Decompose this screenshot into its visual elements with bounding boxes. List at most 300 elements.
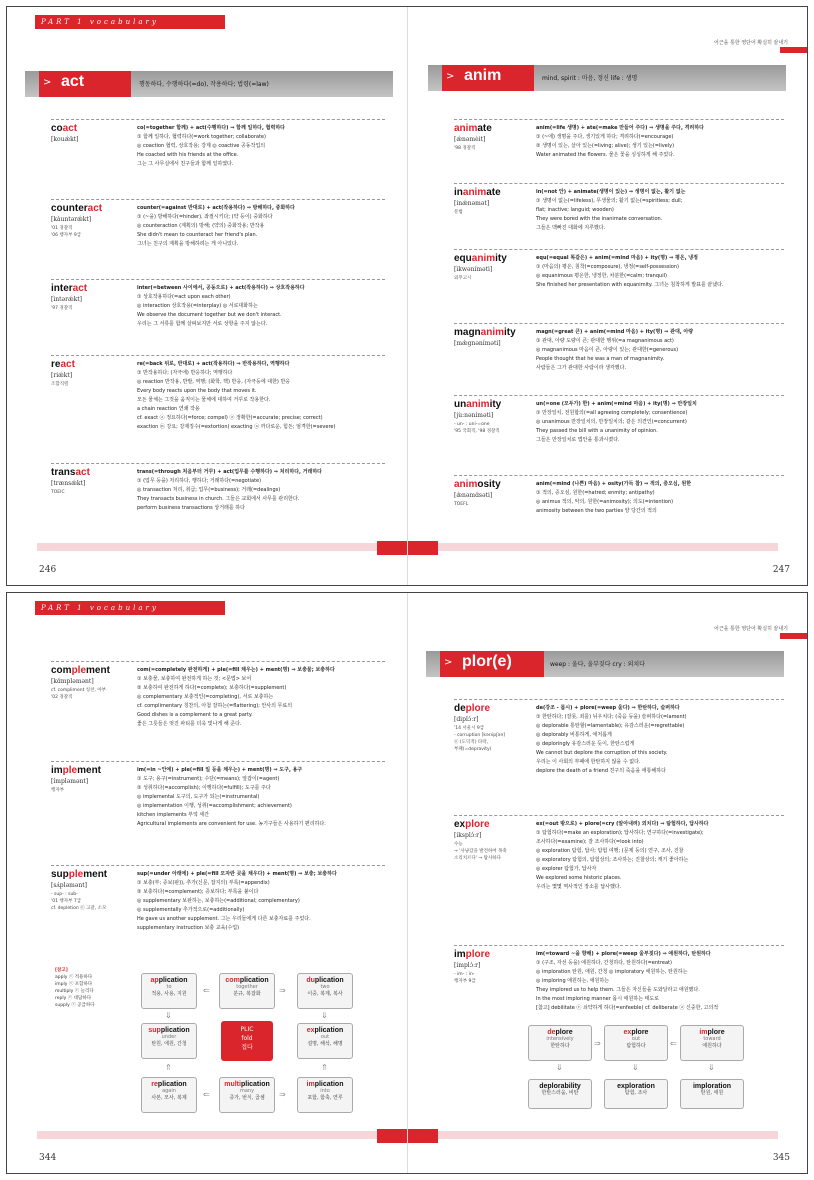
page-band (438, 1131, 778, 1139)
headword-suffix: ment (86, 665, 110, 676)
box-root: plication (314, 1027, 344, 1034)
definition-line: de(강조 - 몹시) + plore(=weep 울다) ⇒ 한탄하다, 슬퍼하다 (536, 705, 680, 711)
headword-prefix: de (454, 703, 466, 714)
headword-root: plore (465, 703, 491, 714)
headword (454, 703, 532, 714)
box-meaning: 포함, 함축, 연루 (307, 1095, 343, 1101)
entry-separator (51, 279, 385, 280)
arrow-icon: ⇒ (279, 986, 286, 995)
definition-line: They transacts business in church. 그들은 교회에서 사무를 관리한다. (137, 496, 300, 502)
running-head: 어근을 통한 영단어 확실히 끝내기 (714, 626, 788, 632)
headword-suffix: ity (489, 399, 502, 410)
definition-line: ① 만장일치, 전원합의(=all agreeing completely; consentience) (536, 410, 688, 416)
headword-root: anim (454, 123, 478, 134)
box-word: deplorability (539, 1083, 581, 1090)
definition-line: kitchen implements 부엌 세간 (137, 812, 210, 818)
definition-line: They were bored with the inanimate conversation. (536, 216, 663, 222)
arrow-icon: > (444, 657, 453, 668)
definition-line: ◎ implemental 도구의, 도구가 되는(=instrumental) (137, 794, 260, 800)
box-prefix: im (699, 1029, 708, 1036)
page-block (377, 1129, 407, 1143)
box-root: plore (631, 1029, 649, 1036)
definition-line: ① (마음의) 평온, 침착(=composure), 냉정(=self-possession) (536, 264, 679, 270)
headword-root: anim (462, 187, 487, 198)
definition-line: re(=back 뒤로, 반대로) + act(작용하다) ⇒ 반작용하다, 역행하다 (137, 361, 290, 367)
entry-head (51, 869, 133, 912)
definition-line: perform business transactions 상거래를 하다 (137, 505, 245, 511)
headword (454, 327, 532, 338)
pronunciation: [kàuntərǽkt] (51, 216, 92, 223)
entry-separator (454, 699, 784, 700)
entry-head (454, 327, 532, 347)
definition-line: ◎ counteraction (계획의) 방해; (약의) 중화작용; 반작용 (137, 223, 265, 229)
headword-suffix: ate (477, 123, 492, 134)
definition-line: ◎ exploratory 탐험의, 탐험상의; 조사하는; 진찰상의; 캐기 좋아하는 (536, 857, 689, 863)
headword-prefix: magn (454, 327, 481, 338)
headword (51, 283, 133, 294)
definition-line: ◎ coaction 협력, 상호작용; 강제 ◎ coactive 공동작업의 (137, 143, 266, 149)
headword-prefix: in (454, 187, 463, 198)
box-meaning: 분규, 복잡화 (233, 991, 261, 997)
box-prefix: ap (150, 977, 159, 984)
definition-line: They implored us to help them. 그들은 자신들을 도와달라고 애원했다. (536, 987, 700, 993)
entry-definition (536, 188, 784, 233)
box-word (298, 1027, 352, 1034)
diagram-box-deplore (528, 1025, 592, 1061)
entry-definition (137, 360, 385, 432)
definition-line: 그는 그 사무실에서 친구들과 함께 일하였다. (137, 161, 234, 167)
definition-line: ◎ deploringly 유감스러운 듯이, 한탄스럽게 (536, 741, 635, 747)
entry-head (454, 253, 532, 282)
box-root: plore (555, 1029, 573, 1036)
box-prefix: re (151, 1081, 158, 1088)
diagram-box-multiplication (219, 1077, 275, 1113)
definition-line: 사람들은 그가 관대한 사람이라 생각했다. (536, 365, 627, 371)
diagram-box-explication (297, 1023, 353, 1059)
definition-line: a chain reaction 연쇄 작용 (137, 406, 200, 412)
definition-line: ① (~에) 생명을 주다, 생기있게 하다; 격려하다(=encourage) (536, 134, 674, 140)
entry-definition (137, 124, 385, 169)
diagram-box-implication (297, 1077, 353, 1113)
headword (454, 399, 532, 410)
definition-line: 우리는 몇몇 역사적인 장소를 답사했다. (536, 884, 622, 890)
page-band (438, 543, 778, 551)
entry-separator (51, 865, 385, 866)
arrow-icon: ⇒ (594, 1039, 601, 1048)
pronunciation: [diplɔ́ːr] (454, 716, 479, 723)
pronunciation: [ìkwənímәti] (454, 266, 493, 273)
box-word: imploration (692, 1083, 732, 1090)
page-number: 247 (772, 565, 790, 575)
definition-line: ① 함께 일하다, 협력하다(=work together; collaborate) (137, 134, 266, 140)
definition-line: 그녀는 친구의 계획을 방해하려는 게 아니었다. (137, 241, 239, 247)
box-word (605, 1029, 667, 1036)
box-prefix: im (306, 1081, 315, 1088)
definition-line: He gave us another supplement. 그는 우리들에게 다른 보충자료를 주었다. (137, 916, 311, 922)
definition-line: com(=completely 완전하게) + ple(=fill 채우는) + ment(명) ⇒ 보충물; 보충하다 (137, 667, 335, 673)
headword-root: ple (68, 869, 84, 880)
headword-root: plore (465, 949, 491, 960)
box-meaning: 한탄스러움, 비탄 (541, 1090, 579, 1096)
definition-line: un(=one (모두가) 한) + anim(=mind 마음) + ity(명) ⇒ 만장일치 (536, 401, 697, 407)
entry-head (454, 703, 532, 753)
box-root: plication (240, 1081, 270, 1088)
headword (454, 949, 532, 960)
definition-line: anim(=life 생명) + ate(=make 만들어 주다) ⇒ 생명을 주다, 격려하다 (536, 125, 704, 131)
definition-line: inter(=between 사이에서, 공동으로) + act(작용하다) ⇒ 상호작용하다 (137, 285, 305, 291)
diagram-center (221, 1021, 273, 1061)
box-meaning: 이중, 복제, 복사 (307, 991, 343, 997)
entry-definition (137, 766, 385, 829)
box-word (681, 1029, 743, 1036)
box-meaning: 애원하다 (702, 1043, 722, 1049)
box-root: plication (239, 977, 269, 984)
entry-head (51, 283, 133, 312)
pronunciation: [kouǽkt] (51, 136, 79, 143)
entry-separator (51, 119, 385, 120)
page-band (37, 543, 377, 551)
root-banner (25, 71, 393, 97)
headword-root: anim (466, 399, 490, 410)
definition-line: ◎ supplementally 추가적으로(=additionally) (137, 907, 245, 913)
page-block (377, 541, 407, 555)
definition-line: co(=together 함께) + act(수행하다) ⇒ 함께 일하다, 협력하다 (137, 125, 285, 131)
pronunciation: [æ̀nəmɑ́səti] (454, 492, 493, 499)
arrow-icon: > (43, 77, 52, 88)
definition-line: ◎ complementary 보충적인(=completing), 서로 보충하는 (137, 694, 274, 700)
running-head: 어근을 통한 영단어 확실히 끝내기 (714, 40, 788, 46)
part-header: PART 1 vocabulary (35, 601, 225, 615)
part-header: PART 1 vocabulary (35, 15, 225, 29)
definition-line: ◎ equanimous 평온한, 냉정한, 차분한(=calm; tranquil) (536, 273, 667, 279)
definition-line: ① 탐험하다(=make an exploration); 답사하다; 연구하다(=investigate); (536, 830, 704, 836)
definition-line: ◎ exploration 탐험, 답사; 탐험 여행; (문제 등의) 연구, 조사, 진찰 (536, 848, 684, 854)
definition-line: ① 보충(부; 증보(판)), 추가(신문, 잡지의) 부록(=appendix) (137, 880, 270, 886)
entry-head (51, 765, 133, 794)
definition-line: ① (구조, 자선 등을) 애원하다, 간청하다, 탄원하다(=entreat) (536, 960, 672, 966)
diagram-box-replication (141, 1077, 197, 1113)
definition-line: exaction ⓝ 강요; 강제징수(=extortion) exacting ⓐ 까다로운, 힘든; 엄격한(=severe) (137, 424, 336, 430)
diagram-box-explore (604, 1025, 668, 1061)
entry-note: cf. compliment 칭찬, 아부 '02 경찰직 (51, 688, 107, 700)
headword (454, 123, 532, 134)
entry-separator (454, 323, 784, 324)
arrow-icon: ⇐ (203, 986, 210, 995)
diagram-box-deplorability (528, 1079, 592, 1109)
definition-line: People thought that he was a man of magnanimity. (536, 356, 665, 362)
definition-line: ◎ magnanimous 마음이 큰, 아량이 있는; 관대한(=generous) (536, 347, 679, 353)
box-gloss: many (239, 1088, 255, 1094)
definition-line: ② 생명이 있는, 살아 있는(=living; alive); 생기 있는(=lively) (536, 143, 675, 149)
box-word (142, 977, 196, 984)
definition-line: deplore the death of a friend 친구의 죽음을 애통해하다 (536, 768, 666, 774)
root-banner (426, 651, 784, 677)
root-word: anim (464, 67, 502, 84)
entry-separator (454, 475, 784, 476)
box-meaning: 사본, 모사, 복제 (151, 1095, 187, 1101)
headword (454, 187, 532, 198)
entry-note: '97 경찰직 (51, 306, 73, 311)
box-meaning: 한탄하다 (550, 1043, 570, 1049)
headword-prefix: counter (51, 203, 88, 214)
definition-line: 좋은 그릇들은 멋진 파티를 더욱 빛나게 해 준다. (137, 721, 242, 727)
entry-note: 문법 (454, 210, 463, 215)
entry-head (51, 123, 133, 143)
pronunciation: [jù:nənímәti] (454, 412, 494, 419)
definition-line: ① 보충물, 보충하여 완전하게 하는 것; <문법> 보어 (137, 676, 252, 682)
headword (51, 665, 133, 676)
headword (454, 479, 532, 490)
definition-line: 우리는 이 사회의 부패에 한탄하지 않을 수 없다. (536, 759, 641, 765)
entry-head (51, 467, 133, 496)
headword-prefix: re (51, 359, 61, 370)
entry-head (454, 187, 532, 216)
box-meaning: 탐험하다 (626, 1043, 646, 1049)
headword-prefix: im (51, 765, 63, 776)
definition-line: ◎ interaction 상호작용(=interplay) ◎ 서로대화하는 (137, 303, 258, 309)
entry-separator (454, 395, 784, 396)
arrow-icon: ⇐ (203, 1090, 210, 1099)
box-word (220, 1081, 274, 1088)
definition-line: ① 상호작용하다(=act upon each other) (137, 294, 231, 300)
box-root: plication (157, 1081, 187, 1088)
definition-line: ① (업무 등을) 처리하다, 행하다; 거래하다(=negotiate) (137, 478, 262, 484)
headword-prefix: ex (454, 819, 466, 830)
definition-line: supplementary instruction 보충 교육(수업) (137, 925, 240, 931)
center-line: fold (241, 1035, 253, 1042)
arrow-icon: ⇓ (556, 1063, 563, 1072)
headword-suffix: ity (495, 253, 507, 264)
box-gloss: two (320, 984, 330, 990)
entry-definition (536, 328, 784, 373)
definition-line: ① 생명이 없는(=lifeless), 무생물의; 활기 없는(=spiritless; dull; (536, 198, 683, 204)
arrow-icon: ⇑ (321, 1063, 328, 1072)
pronunciation: [mæ̀gnənímәti] (454, 340, 501, 347)
entry-note: 행자부 (51, 788, 65, 793)
box-prefix: multi (224, 1081, 241, 1088)
entry-head (454, 949, 532, 985)
arrow-icon: ⇐ (670, 1039, 677, 1048)
page-246 (7, 7, 407, 585)
definition-line: Every body reacts upon the body that moves it. (137, 388, 257, 394)
definition-line: im(=in ~안에) + ple(=fill 일 등을 채우는) + ment(명) ⇒ 도구, 용구 (137, 767, 303, 773)
definition-line: Water animated the flowers. 물은 꽃을 싱싱하게 해 주었다. (536, 152, 675, 158)
headword-suffix: ity (504, 327, 516, 338)
entry-definition (137, 870, 385, 933)
page-number: 345 (772, 1153, 790, 1163)
pronunciation: [ímpləmənt] (51, 778, 89, 785)
entry-definition (137, 468, 385, 513)
page-344 (7, 593, 407, 1173)
headword (51, 869, 133, 880)
headword (454, 819, 532, 830)
entry-note: 조합직렬 (51, 382, 69, 387)
headword-prefix: im (454, 949, 466, 960)
definition-line: Good dishes is a complement to a great party. (137, 712, 253, 718)
diagram-box-duplication (297, 973, 353, 1009)
box-gloss: to (166, 984, 172, 990)
box-gloss: toward (703, 1036, 721, 1042)
definition-line: She finished her presentation with equanimity. 그녀는 침착하게 발표를 끝냈다. (536, 282, 724, 288)
headword-suffix: ment (77, 765, 102, 776)
headword-root: act (87, 203, 103, 214)
page-number: 344 (39, 1153, 57, 1163)
box-root: plication (158, 977, 188, 984)
headword (51, 123, 133, 134)
headword-prefix: trans (51, 467, 76, 478)
definition-line: ◎ deplorable 통탄할(=lamentable); 유감스러운(=regrettable) (536, 723, 685, 729)
box-gloss: under (161, 1034, 177, 1040)
entry-separator (454, 945, 784, 946)
definition-line: ◎ supplementary 보완하는, 보충하는(=additional; complementary) (137, 898, 300, 904)
definition-line: equ(=equal 똑같은) + anim(=mind 마음) + ity(명) ⇒ 평온, 냉정 (536, 255, 698, 261)
arrow-icon: ⇒ (279, 1090, 286, 1099)
headword-prefix: equ (454, 253, 472, 264)
arrow-icon: > (446, 71, 455, 82)
entry-separator (454, 183, 784, 184)
headword-root: act (62, 123, 78, 134)
entry-note: 외무고시 (454, 276, 472, 281)
headword-suffix: ment (83, 869, 108, 880)
root-meaning: weep : 울다, 울부짖다 cry : 외치다 (550, 661, 645, 668)
entry-separator (51, 355, 385, 356)
entry-definition (536, 950, 784, 1013)
entry-separator (51, 661, 385, 662)
headword-root: act (75, 467, 90, 478)
box-prefix: com (225, 977, 240, 984)
entry-head (51, 359, 133, 388)
root-meaning: mind, spirit : 마음, 정신 life : 생명 (542, 75, 638, 82)
arrow-icon: ⇓ (165, 1011, 172, 1020)
definition-line: 모든 물체는 그것을 움직이는 물체에 대하여 거꾸로 작용한다. (137, 397, 271, 403)
box-word (142, 1081, 196, 1088)
box-meaning: 증가, 번식, 곱셈 (229, 1095, 265, 1101)
page-block (408, 1129, 438, 1143)
entry-note: - im- : in- 행자부 9급 (454, 972, 476, 984)
box-prefix: de (547, 1029, 556, 1036)
page-247 (408, 7, 808, 585)
headword-root: ple (62, 765, 78, 776)
definition-line: We explored some historic places. (536, 875, 622, 881)
definition-line: 우리는 그 서류를 함께 살펴보지만 서로 상항을 주지 않는다. (137, 321, 268, 327)
box-word (298, 977, 352, 984)
definition-line: cf. complimentary 칭찬의, 아첨 잘하는(=flattering); 안사의 무료의 (137, 703, 293, 709)
entry-note: '01 경찰직 '06 행자부 9급 (51, 226, 82, 238)
definition-line: She didn't mean to counteract her friend's plan. (137, 232, 258, 238)
diagram-box-imploration (680, 1079, 744, 1109)
headword-prefix: un (454, 399, 467, 410)
root-word: plor(e) (462, 653, 512, 670)
diagram-box-complication (219, 973, 275, 1009)
box-gloss: out (320, 1034, 330, 1040)
headword-prefix: inter (51, 283, 73, 294)
definition-line: ② 성취하다(=accomplish); 이행하다(=fulfill); 도구를 주다 (137, 785, 271, 791)
box-prefix: ex (623, 1029, 632, 1036)
pronunciation: [kɑ́mpləmənt] (51, 678, 94, 685)
box-word (298, 1081, 352, 1088)
entry-separator (51, 463, 385, 464)
root-word: act (61, 73, 85, 90)
entry-definition (536, 254, 784, 290)
entry-note: - un- : uni-=one '95 국회직, '98 경찰직 (454, 422, 500, 434)
headword-prefix: com (51, 665, 72, 676)
entry-definition (536, 704, 784, 776)
pronunciation: [ìntərǽkt] (51, 296, 82, 303)
page-block (408, 541, 438, 555)
definition-line: ② 보충하다(=complement); 증보하다; 부록을 붙이다 (137, 889, 259, 895)
headword-root: anim (480, 327, 505, 338)
box-word (142, 1027, 196, 1034)
entry-definition (137, 204, 385, 249)
box-root: plication (160, 1027, 190, 1034)
definition-line: in(=not 안) + animate(생명이 있는) ⇒ 생명이 없는, 활기 없는 (536, 189, 686, 195)
entry-definition (137, 666, 385, 729)
definition-line: 조사하다(=examine); 잘 조사하다(=look into) (536, 839, 644, 845)
headword-root: act (60, 359, 75, 370)
entry-separator (51, 761, 385, 762)
entry-separator (454, 249, 784, 250)
box-meaning: 적용, 사용, 지원 (151, 991, 187, 997)
headword (51, 467, 133, 478)
entry-separator (454, 119, 784, 120)
definition-line: ex(=out 밖으로) + plore(=cry (알아내려) 외치다) ⇒ 탐험하다, 답사하다 (536, 821, 709, 827)
definition-line: magn(=great 큰) + anim(=mind 마음) + ity(명) ⇒ 관대, 아량 (536, 329, 694, 335)
entry-definition (536, 400, 784, 445)
definition-line: ◎ explorer 탐험가, 답사자 (536, 866, 597, 872)
entry-note: TOEFL (454, 502, 469, 507)
entry-head (454, 123, 532, 152)
headword-root: anim (454, 479, 478, 490)
headword-root: ple (71, 665, 87, 676)
box-gloss: into (320, 1088, 330, 1094)
entry-note: '14 서울시 9급 - corruption [kərʌ́pʃən] ⓝ (도덕적) 타락, 부패(=depravity) (454, 726, 506, 752)
box-gloss: out (631, 1036, 641, 1042)
related-list: [참고] apply ⓥ 적용하다 imply ⓥ 포함하다 multiply ⓥ 늘리다 reply ⓥ 대답하다 supply ⓥ 공급하다 (55, 968, 95, 1008)
box-word: exploration (617, 1083, 655, 1090)
diagram-box-exploration (604, 1079, 668, 1109)
pronunciation: [inǽnəmət] (454, 200, 490, 207)
headword-suffix: ate (486, 187, 501, 198)
page-345 (408, 593, 808, 1173)
arrow-icon: ⇓ (632, 1063, 639, 1072)
box-meaning: 탐험, 조사 (624, 1090, 648, 1096)
spread-bottom (6, 592, 808, 1174)
definition-line: ◎ implementation 이행, 성취(=accomplishment; achievement) (137, 803, 292, 809)
definition-line: ② 보충하여 완전하게 하다(=complete); 보충하다(=supplement) (137, 685, 287, 691)
definition-line: ◎ transaction 처리, 취급; 업무(=business); 거래(=dealings) (137, 487, 281, 493)
headword-prefix: co (51, 123, 63, 134)
definition-line: flat; inactive; languid; wooden) (536, 207, 614, 213)
headword (454, 253, 532, 264)
definition-line: In the most imploring manner 몹시 애원하는 태도로 (536, 996, 660, 1002)
definition-line: anim(=mind (나쁜) 마음) + osity(가득 참) ⇒ 적의, 증오심, 원한 (536, 481, 692, 487)
definition-line: counter(=against 반대로) + act(작용하다) ⇒ 방해하다, 중화하다 (137, 205, 295, 211)
headword (51, 765, 133, 776)
definition-line: We observe the document together but we don't interact. (137, 312, 282, 318)
box-gloss: again (162, 1088, 176, 1094)
headword-prefix: sup (51, 869, 69, 880)
definition-line: ◎ deplorably 비통하게, 애처롭게 (536, 732, 612, 738)
definition-line: 그들은 만장일치로 법안을 통과시켰다. (536, 437, 620, 443)
definition-line: ① 한탄하다; (잘못, 죄를) 뉘우치다; (죽음 등을) 슬퍼하다(=lament) (536, 714, 687, 720)
entry-note: - sup- : sub- '01 행자부 7급 cf. depletion ⓝ 고갈, 소모 (51, 892, 107, 911)
definition-line: animosity between the two parties 양 당간의 적의 (536, 508, 657, 514)
page-band (37, 1131, 377, 1139)
box-root: plication (314, 1081, 344, 1088)
headword (51, 203, 133, 214)
definition-line: trans(=through 처음부터 거꾸) + act(업무를 수행하다) ⇒ 처리하다, 거래하다 (137, 469, 323, 475)
entry-definition (536, 820, 784, 892)
